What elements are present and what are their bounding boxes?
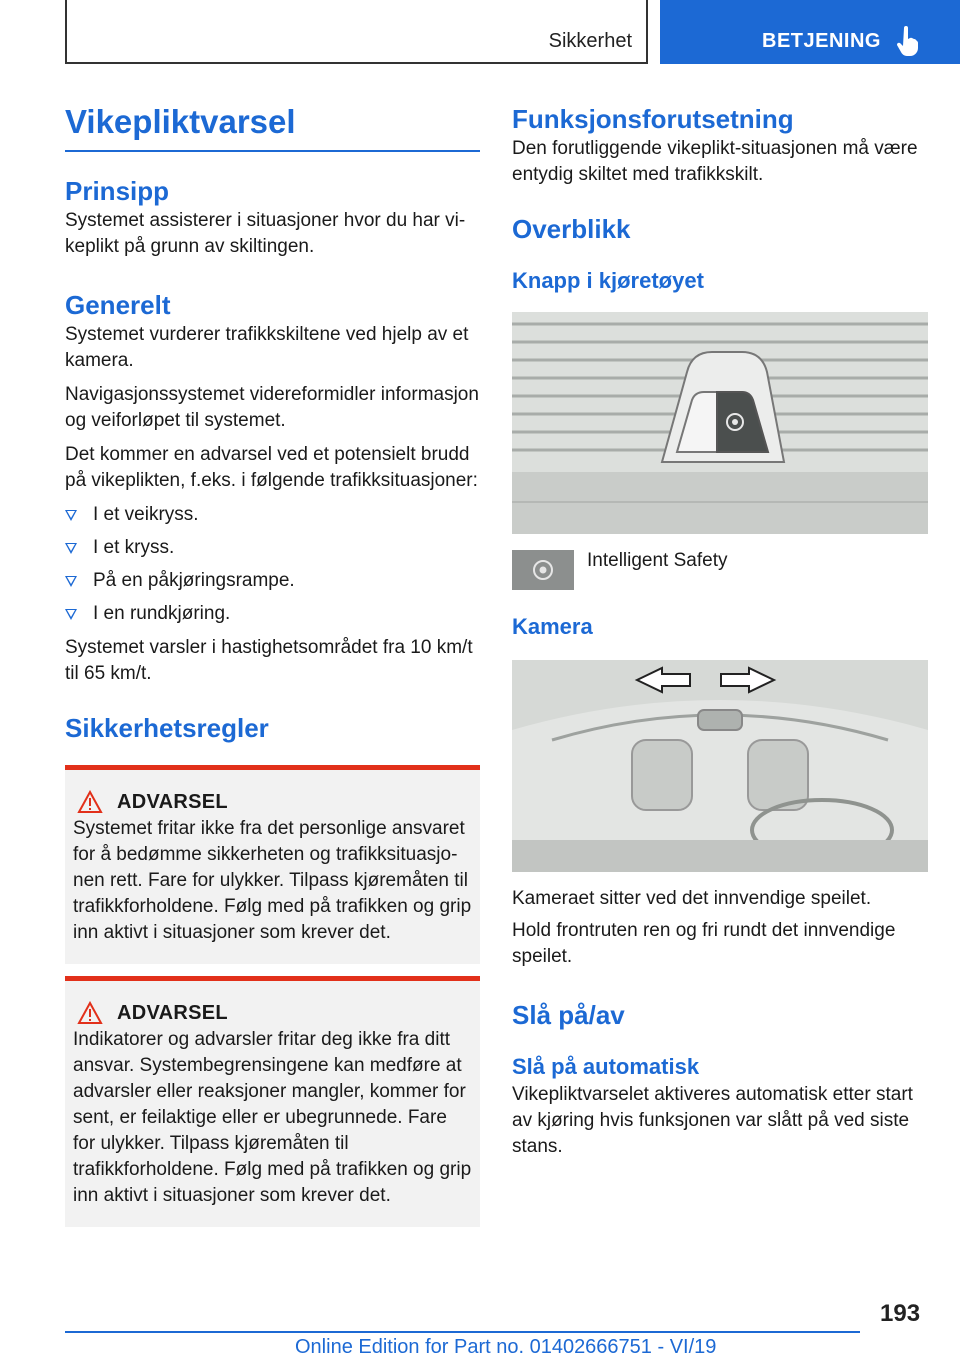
- slaa-paa-automatisk-text: Vikepliktvarselet aktiveres automatisk etter start av kjøring hvis funksjonen var slått på ved siste stans.: [512, 1084, 913, 1157]
- overblikk-heading: Overblikk: [512, 214, 631, 244]
- kamera-paragraph-1: Kameraet sitter ved det innvendige speilet.: [512, 888, 872, 909]
- sikkerhetsregler-heading: Sikkerhetsregler: [65, 713, 269, 743]
- header-chapter-label: BETJENING: [762, 30, 881, 52]
- header-section-box: [65, 0, 648, 64]
- header-section-title: Sikkerhet: [548, 30, 632, 52]
- list-item: I et veikryss.: [65, 502, 480, 528]
- page-number: 193: [880, 1300, 921, 1327]
- slaa-paa-automatisk-heading: Slå på automatisk: [512, 1054, 700, 1079]
- slaa-paa-av-heading: Slå på/av: [512, 1000, 625, 1030]
- generelt-paragraph-2: Navigasjonssystemet videreformidler informasjon og veiforløpet til systemet.: [65, 384, 479, 431]
- prinsipp-text: Systemet assisterer i situasjoner hvor du har vikeplikt på grunn av skiltingen.: [65, 210, 466, 257]
- prinsipp-heading: Prinsipp: [65, 176, 170, 206]
- warning-text: Systemet fritar ikke fra det personlige ansvaret for å bedømme sikkerheten og trafikksituasjonen rett. Fare for ulykker. Tilpass kjøremåten til trafikkforholdene. Følg med på trafikken og grip inn aktivt i situasjoner som krever det.: [73, 818, 472, 943]
- triangle-bullet-icon: [65, 576, 77, 587]
- warning-triangle-icon: [77, 790, 103, 814]
- triangle-bullet-icon: [65, 543, 77, 554]
- generelt-paragraph-3: Det kommer en advarsel ved et potensielt brudd på vikeplikten, f.eks. i følgende trafikksituasjoner:: [65, 444, 478, 491]
- list-item: På en påkjøringsrampe.: [65, 568, 480, 594]
- warning-title: ADVARSEL: [117, 790, 228, 813]
- generelt-paragraph-1: Systemet vurderer trafikkskiltene ved hjelp av et kamera.: [65, 324, 469, 371]
- hand-pointer-icon: [896, 26, 920, 56]
- left-column: [65, 100, 480, 1227]
- right-column: [512, 100, 928, 1160]
- triangle-bullet-icon: [65, 609, 77, 620]
- air-vent-button-drawing: [512, 312, 928, 534]
- header-chapter-tab[interactable]: [660, 0, 960, 64]
- warning-text: Indikatorer og advarsler fritar deg ikke fra ditt ansvar. Systembegrensingene kan medføre at advarsler eller reaksjoner mangler, kommer for sent, er feilaktige eller er ubegrunnede. Fare for ulykker. Tilpass kjøremåten til trafikkforholdene. Følg med på trafikken og grip inn aktivt i situasjoner som krever det.: [73, 1029, 472, 1206]
- warning-box: [65, 976, 480, 1227]
- knapp-heading: Knapp i kjøretøyet: [512, 268, 704, 293]
- vehicle-button-illustration: [512, 312, 928, 534]
- list-item: I et kryss.: [65, 535, 480, 561]
- intelligent-safety-button-icon: [512, 550, 574, 590]
- generelt-paragraph-4: Systemet varsler i hastighetsområdet fra 10 km/t til 65 km/t.: [65, 637, 473, 684]
- warning-title: ADVARSEL: [117, 1001, 228, 1024]
- situation-list: [65, 502, 480, 627]
- kamera-heading: Kamera: [512, 614, 593, 639]
- footer-edition-text: Online Edition for Part no. 01402666751 - VI/19: [295, 1336, 717, 1358]
- kamera-paragraph-2: Hold frontruten ren og fri rundt det innvendige speilet.: [512, 920, 896, 967]
- footer-divider: [65, 1331, 860, 1333]
- funksjonsforutsetning-text: Den forutliggende vikeplikt-situasjonen må være entydig skiltet med trafikkskilt.: [512, 138, 918, 185]
- button-caption: Intelligent Safety: [587, 550, 728, 571]
- triangle-bullet-icon: [65, 510, 77, 521]
- warning-box: [65, 765, 480, 964]
- funksjonsforutsetning-heading: Funksjonsforutsetning: [512, 104, 794, 134]
- list-item: I en rundkjøring.: [65, 601, 480, 627]
- generelt-heading: Generelt: [65, 290, 171, 320]
- car-interior-drawing: [512, 660, 928, 872]
- warning-triangle-icon: [77, 1001, 103, 1025]
- page-title: Vikepliktvarsel: [65, 100, 480, 152]
- camera-illustration: [512, 660, 928, 872]
- button-caption-row: [512, 550, 928, 590]
